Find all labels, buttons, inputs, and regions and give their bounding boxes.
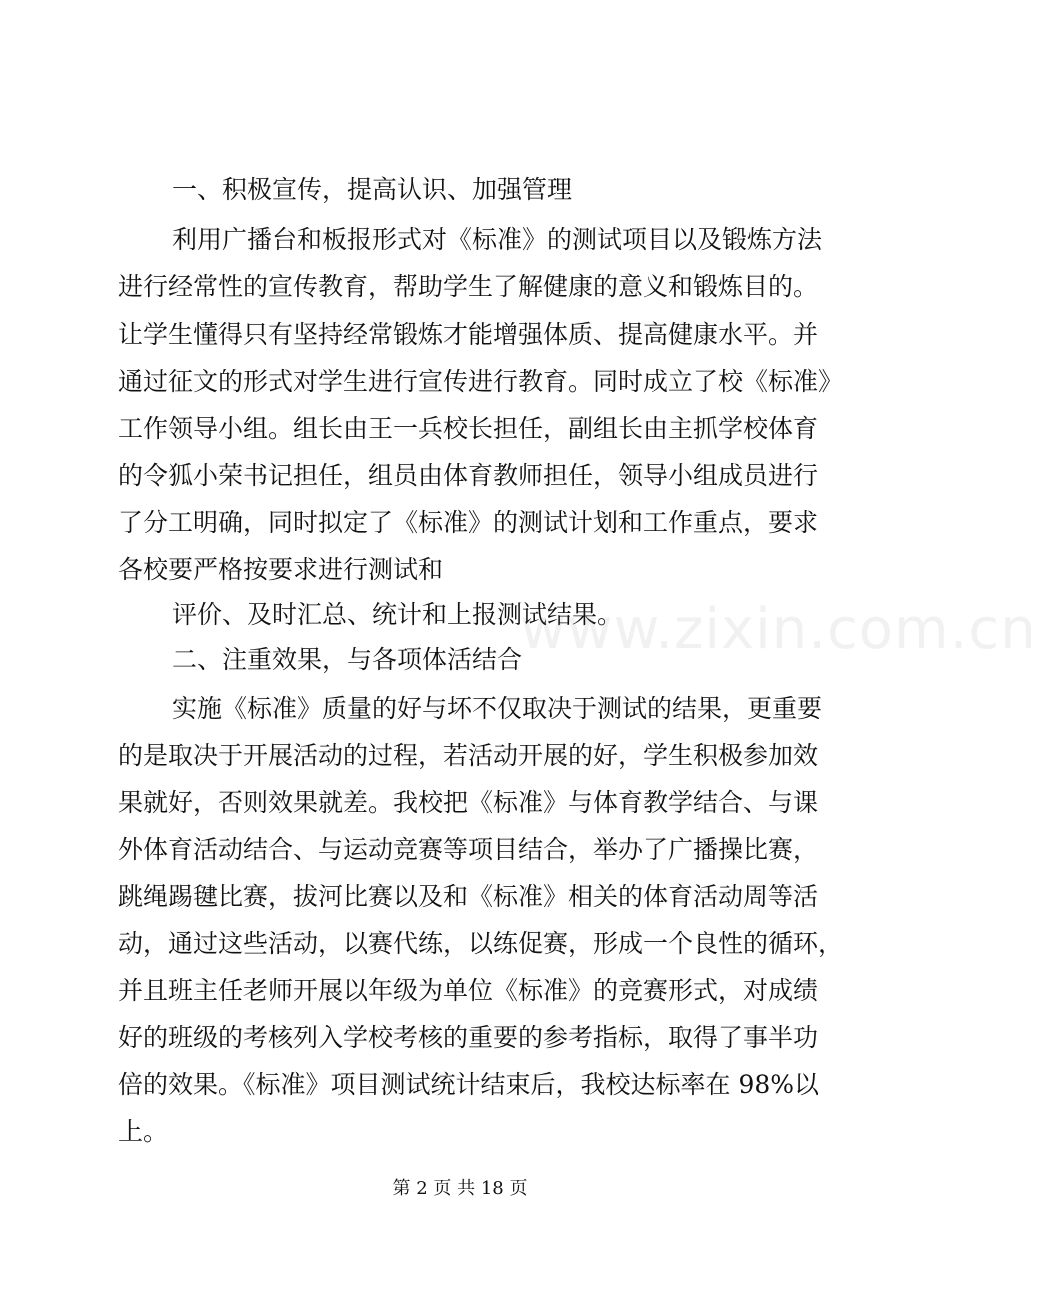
paragraph-line: 外体育活动结合、与运动竞赛等项目结合，举办了广播操比赛，	[118, 835, 819, 864]
paragraph-line: 通过征文的形式对学生进行宣传进行教育。同时成立了校《标准》	[118, 367, 844, 396]
paragraph-line: 并且班主任老师开展以年级为单位《标准》的竞赛形式，对成绩	[118, 976, 819, 1005]
paragraph-line: 上。	[118, 1117, 169, 1146]
paragraph-line: 让学生懂得只有坚持经常锻炼才能增强体质、提高健康水平。并	[118, 320, 819, 349]
page-number: 第 2 页 共 18 页	[392, 1178, 528, 1199]
paragraph-line: 倍的效果。《标准》项目测试统计结束后，我校达标率在 98%以	[118, 1070, 820, 1099]
paragraph-line: 了分工明确，同时拟定了《标准》的测试计划和工作重点，要求	[118, 508, 819, 537]
paragraph-line: 跳绳踢毽比赛，拔河比赛以及和《标准》相关的体育活动周等活	[118, 882, 819, 911]
paragraph-line: 各校要严格按要求进行测试和	[118, 555, 444, 584]
paragraph-line: 好的班级的考核列入学校考核的重要的参考指标，取得了事半功	[118, 1023, 819, 1052]
paragraph-line: 果就好，否则效果就差。我校把《标准》与体育教学结合、与课	[118, 788, 819, 817]
paragraph-line: 工作领导小组。组长由王一兵校长担任，副组长由主抓学校体育	[118, 414, 819, 443]
paragraph-line: 评价、及时汇总、统计和上报测试结果。	[172, 600, 623, 629]
paragraph-line: 动，通过这些活动，以赛代练，以练促赛，形成一个良性的循环，	[118, 929, 844, 958]
paragraph-line: 的令狐小荣书记担任，组员由体育教师担任，领导小组成员进行	[118, 461, 819, 490]
paragraph-line: 实施《标准》质量的好与坏不仅取决于测试的结果，更重要	[172, 694, 823, 723]
paragraph-line: 利用广播台和板报形式对《标准》的测试项目以及锻炼方法	[172, 225, 823, 254]
paragraph-line: 进行经常性的宣传教育，帮助学生了解健康的意义和锻炼目的。	[118, 272, 819, 301]
watermark: www.zixin.com.cn	[520, 597, 1037, 662]
paragraph-line: 的是取决于开展活动的过程，若活动开展的好，学生积极参加效	[118, 741, 819, 770]
heading-section-1: 一、积极宣传，提高认识、加强管理	[172, 175, 573, 204]
heading-section-2: 二、注重效果，与各项体活结合	[172, 645, 523, 674]
